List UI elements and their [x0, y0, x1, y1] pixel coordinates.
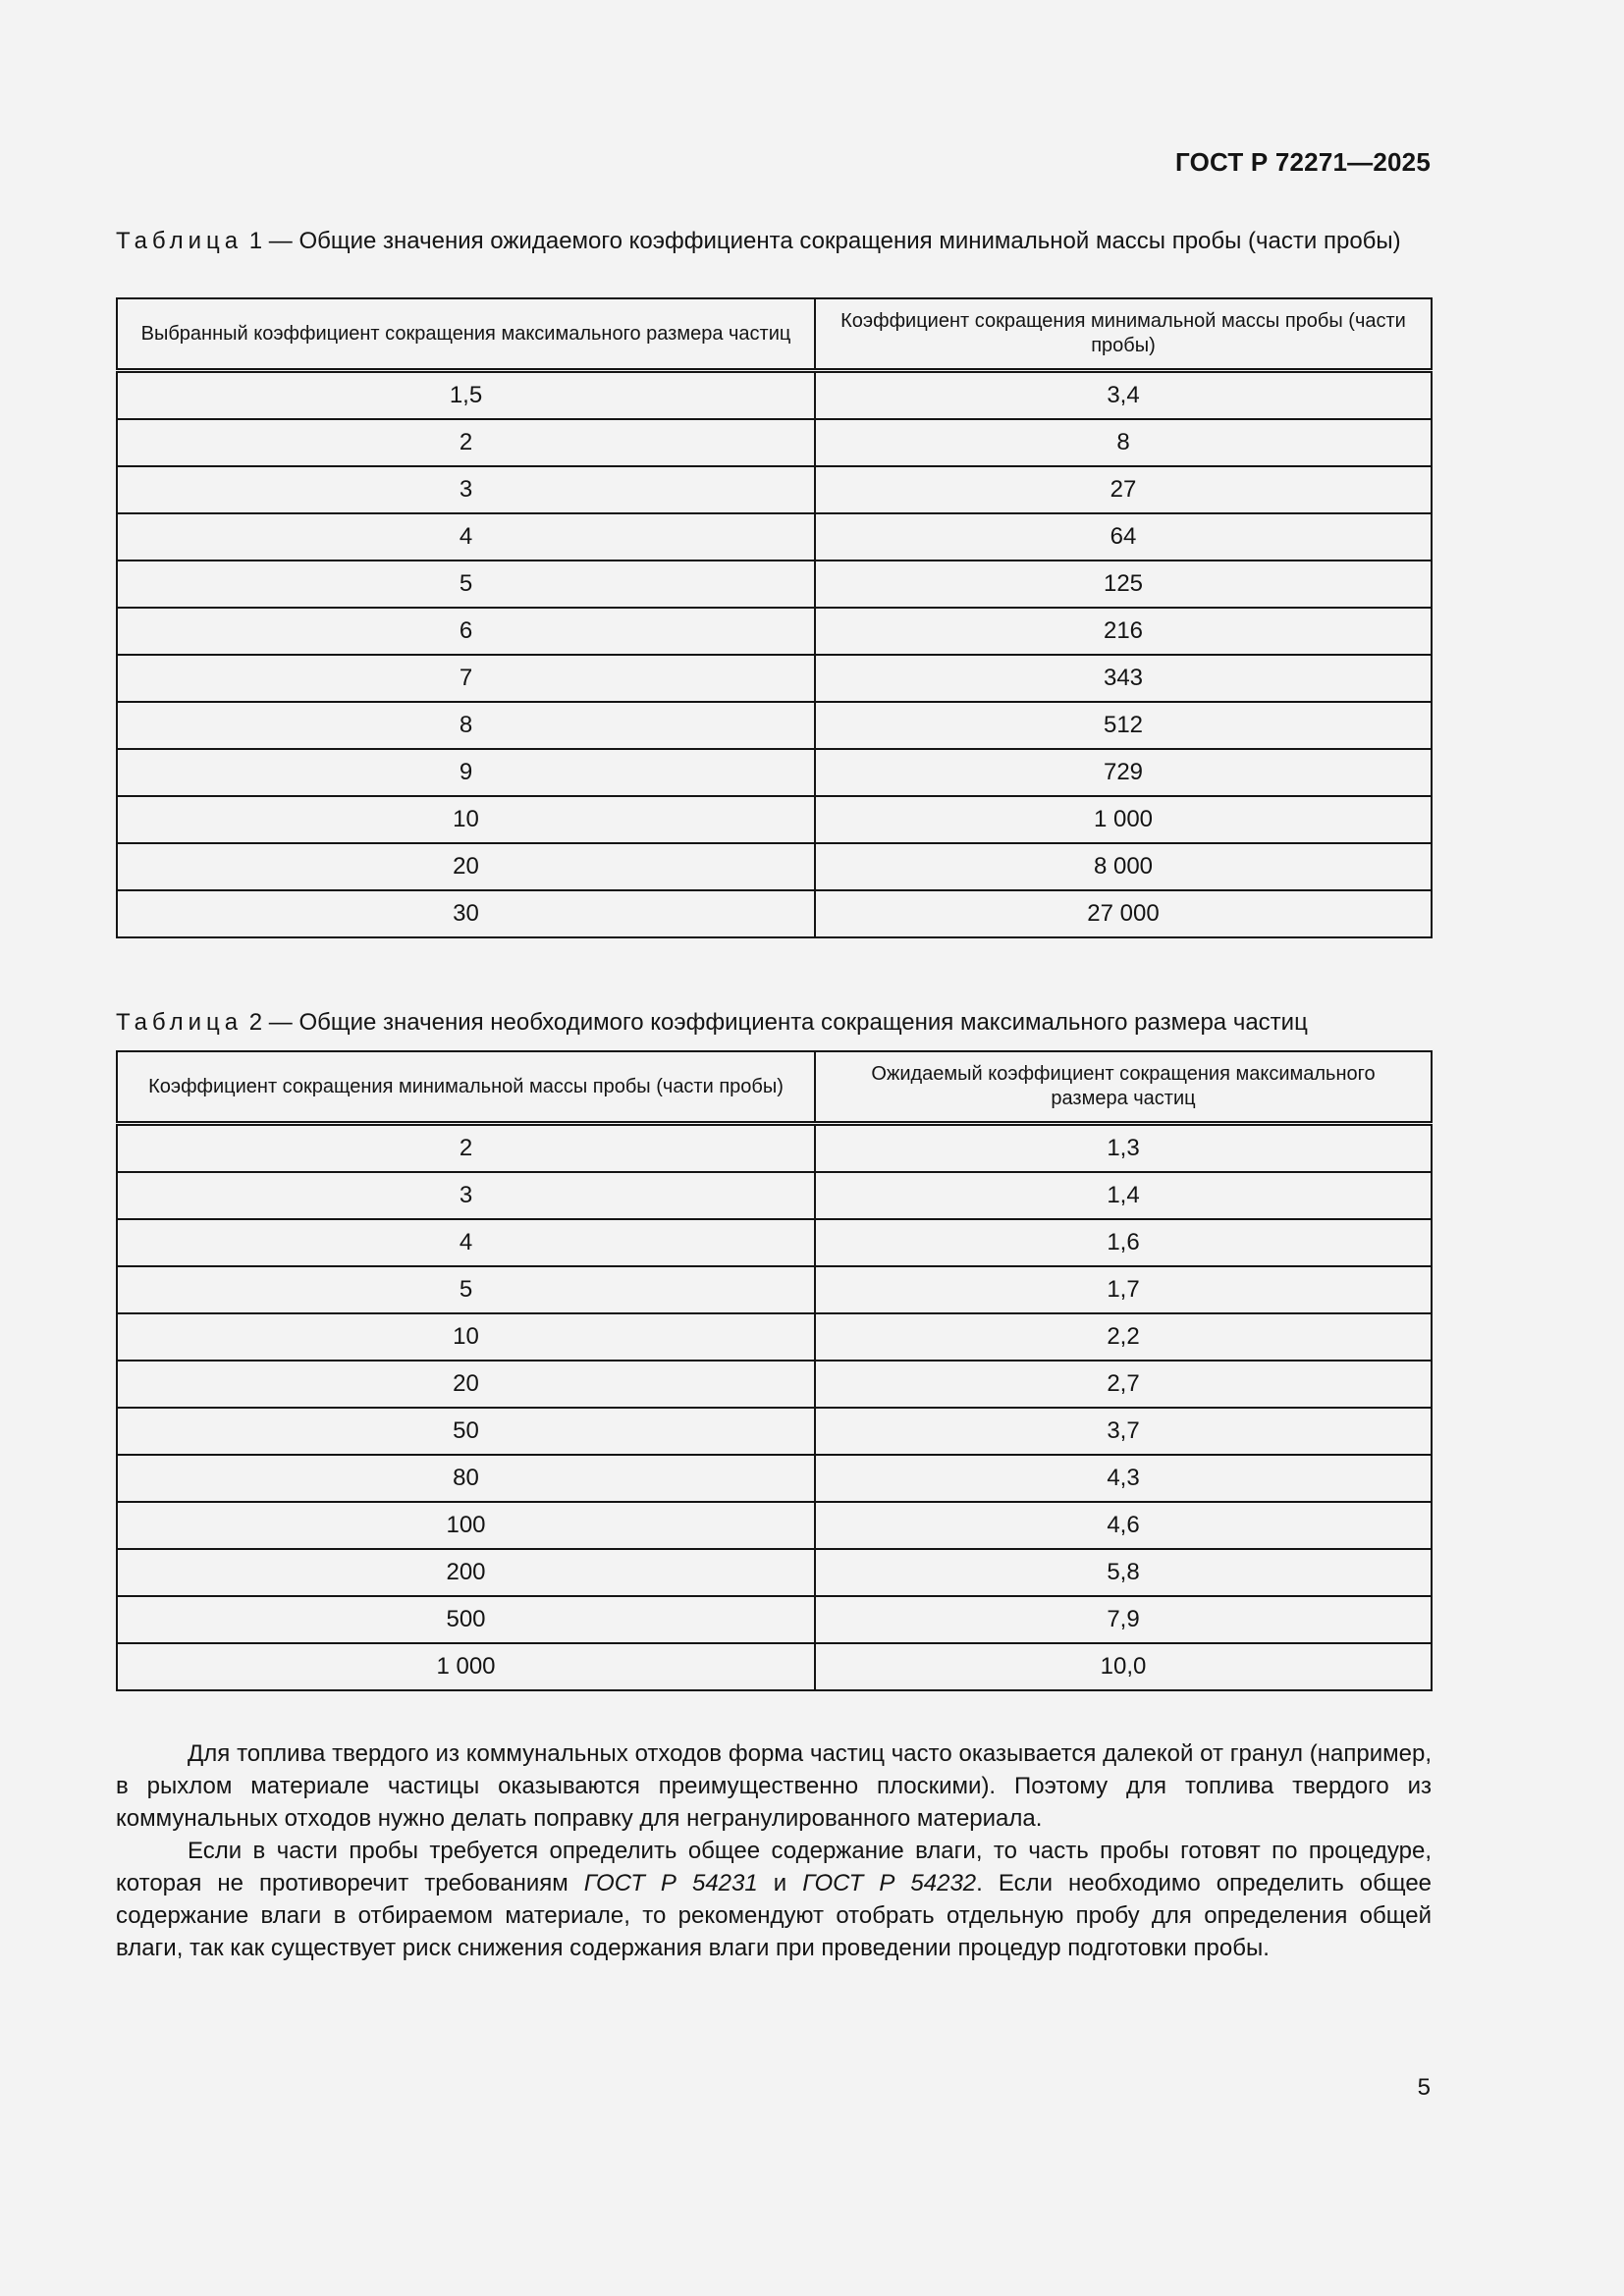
- table-row: [117, 561, 1432, 608]
- table2-col-header: Ожидаемый коэффициент сокращения максимального размера частиц: [815, 1051, 1432, 1124]
- table-cell: 10: [117, 1313, 815, 1361]
- table-row: [117, 466, 1432, 513]
- table-cell: 8: [117, 702, 815, 749]
- table-cell: 500: [117, 1596, 815, 1643]
- body-paragraph: [116, 1835, 1432, 1964]
- table-cell: 343: [815, 655, 1432, 702]
- page-number: 5: [1417, 2074, 1431, 2101]
- paragraph-text: . Если необходимо определить общее содержание влаги в отбираемом материале, то рекомендуют отобрать отдельную пробу для определения общей влаги, так как существует риск снижения содержания влаги при проведении процедур подготовки пробы.: [116, 1870, 1433, 1961]
- table-cell: 7: [117, 655, 815, 702]
- table-cell: 6: [117, 608, 815, 655]
- table-row: [117, 1596, 1432, 1643]
- table-cell: 30: [117, 890, 815, 937]
- table-cell: 2,7: [815, 1361, 1432, 1408]
- table-cell: 216: [815, 608, 1432, 655]
- table-row: [117, 1408, 1432, 1455]
- table-row: [117, 419, 1432, 466]
- table2: [116, 1050, 1433, 1691]
- table-cell: 7,9: [815, 1596, 1432, 1643]
- table-cell: 50: [117, 1408, 815, 1455]
- table-cell: 64: [815, 513, 1432, 561]
- table-cell: 8: [815, 419, 1432, 466]
- table1-title: 1 — Общие значения ожидаемого коэффициента сокращения минимальной массы пробы (части пробы): [243, 228, 1401, 254]
- standard-reference: ГОСТ Р 54231: [583, 1870, 758, 1896]
- table-cell: 3,4: [815, 371, 1432, 420]
- paragraph-text: и: [757, 1870, 803, 1896]
- table1: [116, 297, 1433, 938]
- table-cell: 20: [117, 843, 815, 890]
- table-row: [117, 1219, 1432, 1266]
- table-cell: 1,5: [117, 371, 815, 420]
- table-cell: 2: [117, 419, 815, 466]
- table-row: [117, 1172, 1432, 1219]
- table-cell: 27 000: [815, 890, 1432, 937]
- table-cell: 5,8: [815, 1549, 1432, 1596]
- table2-caption: [116, 1007, 1432, 1039]
- table-cell: 10: [117, 796, 815, 843]
- table-cell: 3: [117, 1172, 815, 1219]
- table-row: [117, 1124, 1432, 1173]
- paragraph-text: Если в части пробы требуется определить общее содержание влаги, то часть пробы готовят по процедуре, которая не противоречит требованиям: [116, 1838, 1432, 1896]
- table-row: [117, 608, 1432, 655]
- table-row: [117, 1266, 1432, 1313]
- table-cell: 200: [117, 1549, 815, 1596]
- table1-header-row: [117, 298, 1432, 371]
- table-row: [117, 1361, 1432, 1408]
- table-cell: 3: [117, 466, 815, 513]
- body-paragraph: Для топлива твердого из коммунальных отходов форма частиц часто оказывается далекой от гранул (например, в рыхлом материале частицы оказываются преимущественно плоскими). Поэтому для топлива твердого из коммунальных отходов нужно делать поправку для негранулированного материала.: [116, 1740, 1432, 1832]
- table-cell: 1,7: [815, 1266, 1432, 1313]
- table2-header-row: [117, 1051, 1432, 1124]
- table-cell: 1 000: [815, 796, 1432, 843]
- table-row: [117, 890, 1432, 937]
- table1-caption: [116, 226, 1432, 257]
- table-row: [117, 655, 1432, 702]
- table2-col-header: Коэффициент сокращения минимальной массы пробы (части пробы): [117, 1051, 815, 1124]
- table2-label: Таблица: [116, 1009, 244, 1036]
- table-cell: 1,3: [815, 1124, 1432, 1173]
- table-cell: 1,4: [815, 1172, 1432, 1219]
- table-cell: 1,6: [815, 1219, 1432, 1266]
- table-cell: 729: [815, 749, 1432, 796]
- table-cell: 8 000: [815, 843, 1432, 890]
- table-row: [117, 843, 1432, 890]
- table-cell: 3,7: [815, 1408, 1432, 1455]
- table-cell: 80: [117, 1455, 815, 1502]
- table-cell: 100: [117, 1502, 815, 1549]
- table-row: [117, 1455, 1432, 1502]
- standard-code: ГОСТ Р 72271—2025: [1175, 147, 1431, 177]
- table1-col-header: Выбранный коэффициент сокращения максимального размера частиц: [117, 298, 815, 371]
- table-cell: 1 000: [117, 1643, 815, 1690]
- table2-title: 2 — Общие значения необходимого коэффициента сокращения максимального размера частиц: [243, 1009, 1308, 1036]
- table-row: [117, 749, 1432, 796]
- table-cell: 10,0: [815, 1643, 1432, 1690]
- table-row: [117, 513, 1432, 561]
- table-cell: 2: [117, 1124, 815, 1173]
- table-cell: 4,3: [815, 1455, 1432, 1502]
- table-row: [117, 1502, 1432, 1549]
- table-cell: 125: [815, 561, 1432, 608]
- standard-reference: ГОСТ Р 54232: [802, 1870, 977, 1896]
- body-text: [116, 1737, 1432, 1964]
- table-cell: 27: [815, 466, 1432, 513]
- table-cell: 4: [117, 513, 815, 561]
- table1-col-header: Коэффициент сокращения минимальной массы пробы (части пробы): [815, 298, 1432, 371]
- table-row: [117, 702, 1432, 749]
- table-cell: 4,6: [815, 1502, 1432, 1549]
- table-row: [117, 1643, 1432, 1690]
- table-row: [117, 1549, 1432, 1596]
- table-row: [117, 371, 1432, 420]
- table-cell: 512: [815, 702, 1432, 749]
- table-row: [117, 796, 1432, 843]
- table-cell: 2,2: [815, 1313, 1432, 1361]
- table-row: [117, 1313, 1432, 1361]
- table-cell: 20: [117, 1361, 815, 1408]
- table1-label: Таблица: [116, 228, 244, 254]
- table-cell: 4: [117, 1219, 815, 1266]
- table-cell: 5: [117, 1266, 815, 1313]
- table-cell: 9: [117, 749, 815, 796]
- table-cell: 5: [117, 561, 815, 608]
